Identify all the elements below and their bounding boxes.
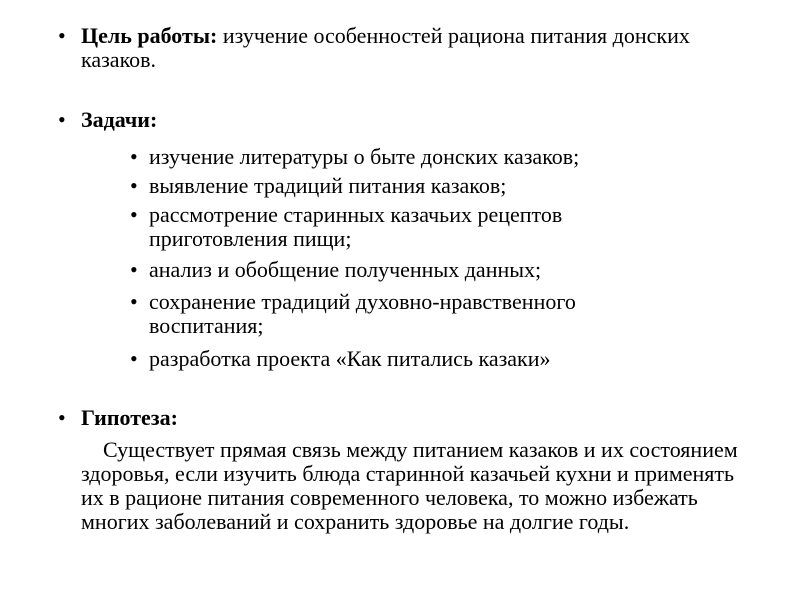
tasks-title: Задачи: <box>81 107 158 132</box>
task-text: разработка проекта «Как питались казаки» <box>149 346 551 371</box>
task-bullet: • <box>130 257 138 282</box>
task-item <box>130 203 660 251</box>
task-bullet: • <box>130 202 138 227</box>
goal-label: Цель работы: <box>81 23 218 48</box>
hypothesis-body: Существует прямая связь между питанием казаков и их состоянием здоровья, если изучить блюда старинной казачьей кухни и применять их в рационе питания современного человека, то можно избежать многих заболеваний и сохранить здоровье на долгие годы. <box>81 437 738 534</box>
task-text: рассмотрение старинных казачьих рецептов приготовления пищи; <box>149 202 563 251</box>
task-item <box>130 145 730 169</box>
task-text: выявление традиций питания казаков; <box>149 173 507 198</box>
task-item <box>130 174 730 198</box>
hypothesis-indent <box>81 437 103 462</box>
goal-text: изучение особенностей рациона питания донских казаков. <box>81 23 690 72</box>
goal-bullet: • <box>58 23 66 48</box>
task-bullet: • <box>130 289 138 314</box>
hypothesis-text <box>81 438 761 534</box>
task-text: анализ и обобщение полученных данных; <box>149 257 542 282</box>
hypothesis-title: Гипотеза: <box>81 405 178 430</box>
hypothesis-bullet: • <box>58 405 66 430</box>
task-text: сохранение традиций духовно-нравственного воспитания; <box>149 289 576 338</box>
task-text: изучение литературы о быте донских казаков; <box>149 144 580 169</box>
task-item <box>130 258 730 282</box>
goal-paragraph <box>81 24 761 72</box>
task-item <box>130 347 730 371</box>
task-bullet: • <box>130 173 138 198</box>
task-bullet: • <box>130 346 138 371</box>
task-item <box>130 290 670 338</box>
tasks-bullet: • <box>58 107 66 132</box>
task-bullet: • <box>130 144 138 169</box>
